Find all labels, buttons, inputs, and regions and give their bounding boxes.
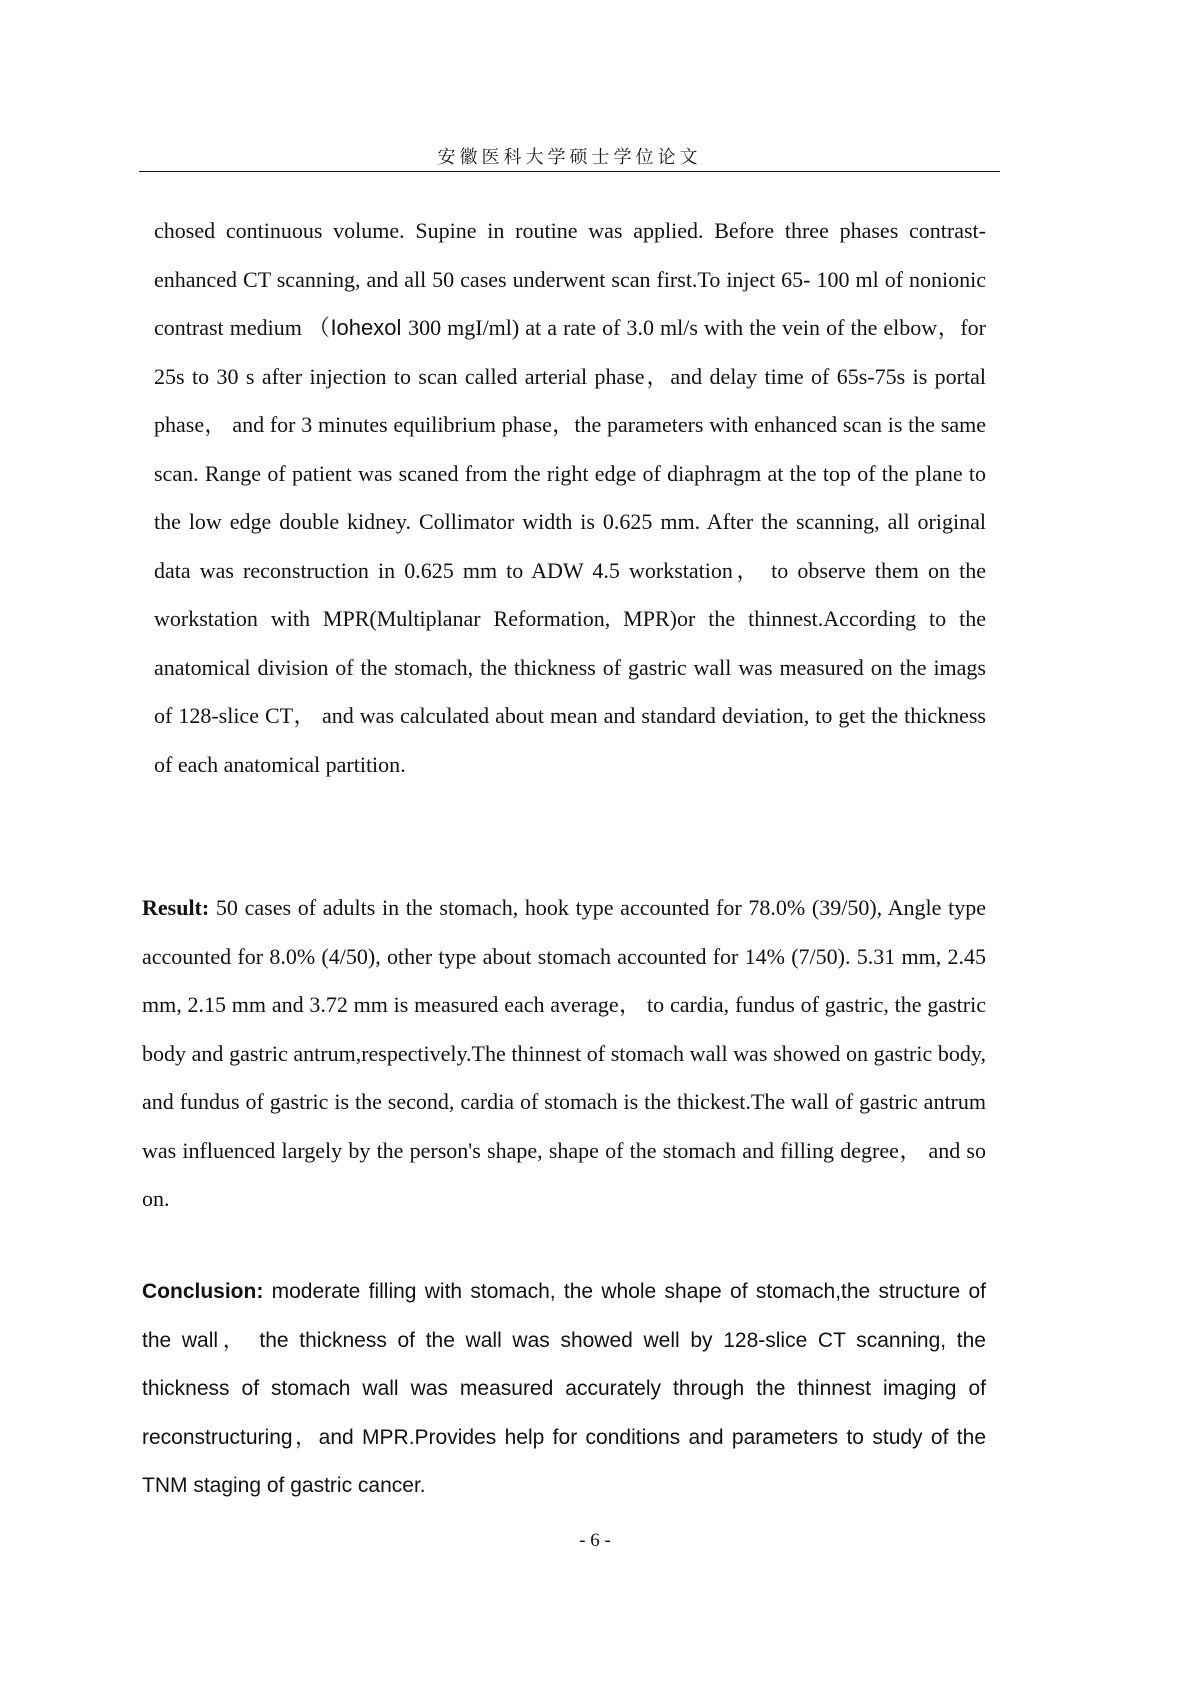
running-header-title: 安徽医科大学硕士学位论文 (437, 147, 702, 168)
conclusion-paragraph (142, 1268, 986, 1511)
conclusion-text: moderate filling with stomach, the whole shape of stomach,the structure of the wall， the thickness of the wall was showed well by 128-slice CT scanning, the thickness of stomach wall was measured accurately through the thinnest imaging of reconstructuring，and MPR.Provides help for conditions and parameters to study of the TNM staging of gastric cancer. (142, 1280, 986, 1497)
result-label: Result: (142, 895, 210, 920)
methods-paragraph (154, 207, 986, 789)
contrast-agent-name: （Iohexol (307, 315, 409, 340)
methods-text-part1: chosed continuous volume. Supine in routine was applied. Before three phases contrast-enhanced CT scanning, and all 50 cases underwent scan first.To inject 65- 100 ml of nonionic contrast medium (154, 218, 986, 340)
conclusion-label: Conclusion: (142, 1280, 264, 1303)
result-paragraph (142, 884, 986, 1224)
result-text: 50 cases of adults in the stomach, hook type accounted for 78.0% (39/50), Angle type accounted for 8.0% (4/50), other type about stomach accounted for 14% (7/50). 5.31 mm, 2.45 mm, 2.15 mm and 3.72 mm is measured each average， to cardia, fundus of gastric, the gastric body and gastric antrum,respectively.The thinnest of stomach wall was showed on gastric body, and fundus of gastric is the second, cardia of stomach is the thickest.The wall of gastric antrum was influenced largely by the person's shape, shape of the stomach and filling degree， and so on. (142, 895, 986, 1211)
page-number: - 6 - (579, 1530, 611, 1551)
header-rule (139, 171, 1000, 172)
methods-text-part2: 300 mgI/ml) at a rate of 3.0 ml/s with the vein of the elbow，for 25s to 30 s after injection to scan called arterial phase，and delay time of 65s-75s is portal phase， and for 3 minutes equilibrium phase，the parameters with enhanced scan is the same scan. Range of patient was scaned from the right edge of diaphragm at the top of the plane to the low edge double kidney. Collimator width is 0.625 mm. After the scanning, all original data was reconstruction in 0.625 mm to ADW 4.5 workstation， to observe them on the workstation with MPR(Multiplanar Reformation, MPR)or the thinnest.According to the anatomical division of the stomach, the thickness of gastric wall was measured on the imags of 128-slice CT， and was calculated about mean and standard deviation, to get the thickness of each anatomical partition. (154, 315, 986, 777)
